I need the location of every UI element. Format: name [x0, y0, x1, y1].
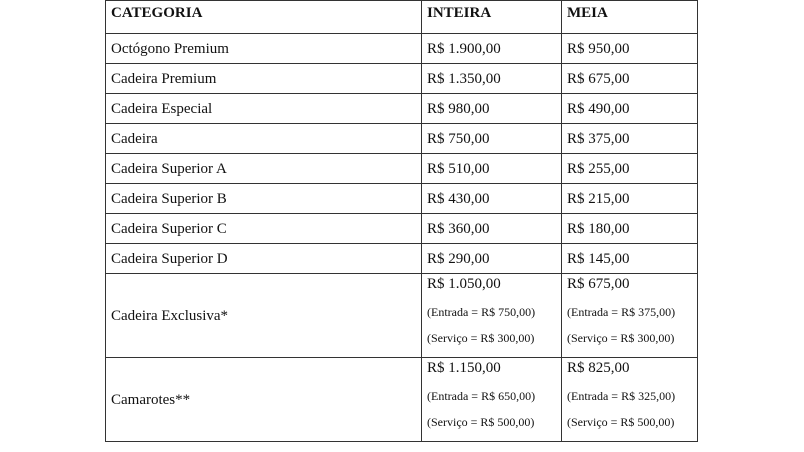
header-meia: MEIA [562, 1, 698, 34]
price-total: R$ 675,00 [567, 276, 630, 292]
inteira-cell: R$ 360,00 [422, 214, 562, 244]
price-servico: (Serviço = R$ 500,00) [427, 415, 535, 429]
inteira-cell [422, 358, 562, 442]
inteira-cell [422, 274, 562, 358]
meia-cell: R$ 375,00 [562, 124, 698, 154]
table-row [106, 34, 698, 64]
meia-cell: R$ 490,00 [562, 94, 698, 124]
header-categoria: CATEGORIA [106, 1, 422, 34]
table-row [106, 274, 698, 358]
price-total: R$ 825,00 [567, 360, 630, 376]
categoria-cell: Cadeira Superior A [106, 154, 422, 184]
header-inteira: INTEIRA [422, 1, 562, 34]
table-row [106, 358, 698, 442]
meia-cell [562, 274, 698, 358]
meia-cell [562, 358, 698, 442]
price-servico: (Serviço = R$ 300,00) [427, 331, 535, 345]
table-row [106, 64, 698, 94]
categoria-cell: Cadeira Exclusiva* [106, 274, 422, 358]
meia-cell: R$ 145,00 [562, 244, 698, 274]
price-entrada: (Entrada = R$ 325,00) [567, 389, 676, 403]
categoria-cell: Cadeira Superior C [106, 214, 422, 244]
inteira-cell: R$ 430,00 [422, 184, 562, 214]
price-entrada: (Entrada = R$ 650,00) [427, 389, 536, 403]
table-row [106, 214, 698, 244]
inteira-cell: R$ 1.900,00 [422, 34, 562, 64]
price-servico: (Serviço = R$ 500,00) [567, 415, 675, 429]
table-row [106, 184, 698, 214]
categoria-cell: Cadeira Premium [106, 64, 422, 94]
categoria-cell: Cadeira [106, 124, 422, 154]
categoria-cell: Camarotes** [106, 358, 422, 442]
categoria-cell: Octógono Premium [106, 34, 422, 64]
inteira-cell: R$ 510,00 [422, 154, 562, 184]
meia-cell: R$ 255,00 [562, 154, 698, 184]
header-row [106, 1, 698, 34]
categoria-cell: Cadeira Superior B [106, 184, 422, 214]
categoria-cell: Cadeira Superior D [106, 244, 422, 274]
price-total: R$ 1.150,00 [427, 360, 501, 376]
inteira-cell: R$ 750,00 [422, 124, 562, 154]
price-total: R$ 1.050,00 [427, 276, 501, 292]
table-row [106, 154, 698, 184]
price-servico: (Serviço = R$ 300,00) [567, 331, 675, 345]
table-row [106, 244, 698, 274]
categoria-cell: Cadeira Especial [106, 94, 422, 124]
meia-cell: R$ 215,00 [562, 184, 698, 214]
price-entrada: (Entrada = R$ 375,00) [567, 305, 676, 319]
price-table [105, 0, 698, 442]
table-row [106, 124, 698, 154]
meia-cell: R$ 675,00 [562, 64, 698, 94]
inteira-cell: R$ 1.350,00 [422, 64, 562, 94]
meia-cell: R$ 950,00 [562, 34, 698, 64]
inteira-cell: R$ 980,00 [422, 94, 562, 124]
inteira-cell: R$ 290,00 [422, 244, 562, 274]
price-entrada: (Entrada = R$ 750,00) [427, 305, 536, 319]
table-row [106, 94, 698, 124]
meia-cell: R$ 180,00 [562, 214, 698, 244]
